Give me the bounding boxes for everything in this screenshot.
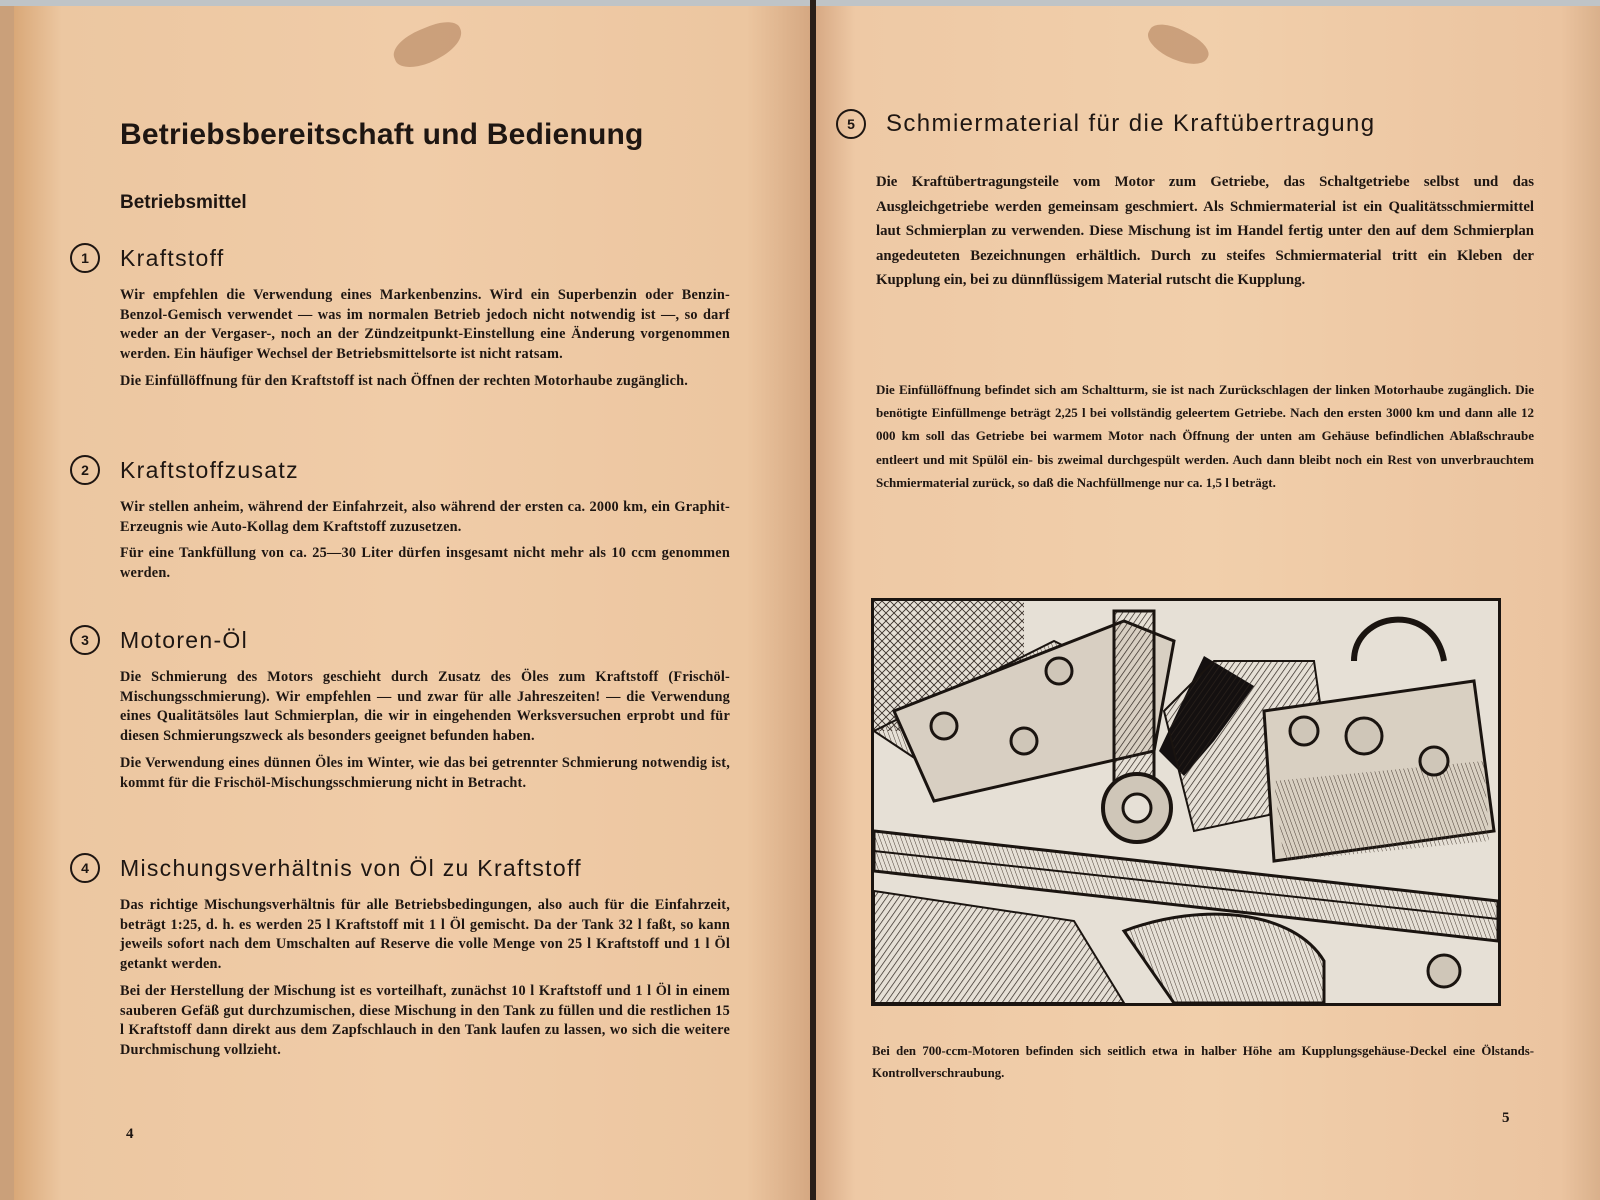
section-title: Kraftstoffzusatz <box>120 456 299 483</box>
section-mischungsverhaeltnis <box>70 848 750 1061</box>
paper-stain <box>1143 17 1214 74</box>
page-subtitle: Betriebsmittel <box>120 192 247 213</box>
section-paragraph: Wir stellen anheim, während der Einfahrzeit, also während der ersten ca. 2000 km, ein Graphit-Erzeugnis wie Auto-Kollag dem Kraftstoff zuzusetzen. <box>120 499 730 535</box>
section-heading <box>70 238 750 278</box>
section-paragraph: Die Schmierung des Motors geschieht durch Zusatz des Öles zum Kraftstoff (Frischöl-Mischungsschmierung). Wir empfehlen — und zwar für alle Jahreszeiten! — die Verwendung eines Qualitätsöles laut Schmierplan, die wir in eingehenden Werksversuchen erprobt und für diesen Schmierungszweck als besonders geeignet befunden haben. <box>120 669 730 745</box>
section-paragraph: Für eine Tankfüllung von ca. 25—30 Liter dürfen insgesamt nicht mehr als 10 ccm genommen werden. <box>120 545 730 582</box>
section-kraftstoffzusatz <box>70 450 750 584</box>
section-number-badge: 1 <box>70 243 100 273</box>
section-number-badge: 4 <box>70 853 100 883</box>
section-paragraph: Die Verwendung eines dünnen Öles im Winter, wie das bei getrennter Schmierung notwendig ist, kommt für die Frischöl-Mischungsschmierung nicht in Betracht. <box>120 754 730 791</box>
page-number: 4 <box>126 1126 134 1142</box>
engine-icon <box>874 601 1498 1003</box>
section-title: Mischungsverhältnis von Öl zu Kraftstoff <box>120 854 582 881</box>
section-heading <box>70 848 750 888</box>
section-paragraph: Die Einfüllöffnung befindet sich am Schaltturm, sie ist nach Zurückschlagen der linken Motorhaube zugänglich. Die benötigte Einfüllmenge beträgt 2,25 l bei vollständig geleertem Getriebe. Nach den ersten 3000 km und dann alle 12 000 km soll das Getriebe bei warmem Motor nach Öffnung der unten am Gehäuse befindlichen Ablaßschraube entleert und mit Spülöl ein- bis zweimal durchgespült werden. Auch dann bleibt noch ein Rest von unverbrauchtem Schmiermaterial zurück, so daß die Nachfüllmenge nur ca. 1,5 l beträgt. <box>876 382 1534 490</box>
paper-stain <box>388 16 467 74</box>
section-heading <box>836 104 1536 144</box>
left-page <box>14 6 810 1200</box>
section-title: Kraftstoff <box>120 244 225 271</box>
section-heading <box>70 620 750 660</box>
section-paragraph: Die Kraftübertragungsteile vom Motor zum Getriebe, das Schaltgetriebe selbst und das Ausgleichgetriebe werden gemeinsam geschmiert. Als Schmiermaterial ist ein Qualitätsschmiermittel laut Schmierplan zu verwenden. Diese Mischung ist im Handel fertig unter den auf dem Schmierplan angedeuteten Bezeichnungen erhältlich. Durch zu steifes Schmiermaterial tritt ein Kleben der Kupplung ein, bei zu dünnflüssigem Material rutscht die Kupplung. <box>876 174 1534 289</box>
section-paragraph: Die Einfüllöffnung für den Kraftstoff ist nach Öffnen der rechten Motorhaube zugänglich. <box>120 372 689 389</box>
engine-illustration <box>871 598 1501 1006</box>
section-title: Motoren-Öl <box>120 626 249 653</box>
section-title: Schmiermaterial für die Kraftübertragung <box>886 110 1376 137</box>
section-kraftstoff <box>70 238 750 392</box>
section-motoren-oel <box>70 620 750 793</box>
section-paragraph: Das richtige Mischungsverhältnis für alle Betriebsbedingungen, also auch für die Einfahrzeit, beträgt 1:25, d. h. es werden 25 l Kraftstoff mit 1 l Öl gemischt. Da der Tank 32 l faßt, so kann jeweils sofort nach dem Umschalten auf Reserve die volle Menge von 25 l Kraftstoff und 1 l Öl getankt werden. <box>120 897 730 973</box>
page-title: Betriebsbereitschaft und Bedienung <box>120 118 644 151</box>
section-heading <box>70 450 750 490</box>
section-number-badge: 5 <box>836 109 866 139</box>
figure-caption: Bei den 700-ccm-Motoren befinden sich seitlich etwa in halber Höhe am Kupplungsgehäuse-Deckel eine Ölstands-Kontrollverschraubung. <box>872 1044 1534 1080</box>
section-number-badge: 2 <box>70 455 100 485</box>
right-page <box>816 6 1600 1200</box>
section-number-badge: 3 <box>70 625 100 655</box>
section-paragraph: Wir empfehlen die Verwendung eines Markenbenzins. Wird ein Superbenzin oder Benzin-Benzol-Gemisch verwendet — was im normalen Betrieb jedoch nicht notwendig ist —, so darf weder an der Vergaser-, noch an der Zündzeitpunkt-Einstellung eine Änderung vorgenommen werden. Ein häufiger Wechsel der Betriebsmittelsorte ist nicht ratsam. <box>120 287 730 363</box>
section-schmiermaterial <box>836 104 1536 144</box>
section-paragraph: Bei der Herstellung der Mischung ist es vorteilhaft, zunächst 10 l Kraftstoff und 1 l Öl in einem sauberen Gefäß gut durchzumischen, diese Mischung in den Tank zu füllen und die restlichen 15 l Kraftstoff dann direkt aus dem Zapfschlauch in den Tank laufen zu lassen, wo sich die weitere Durchmischung vollzieht. <box>120 982 730 1058</box>
page-number: 5 <box>1502 1110 1510 1126</box>
